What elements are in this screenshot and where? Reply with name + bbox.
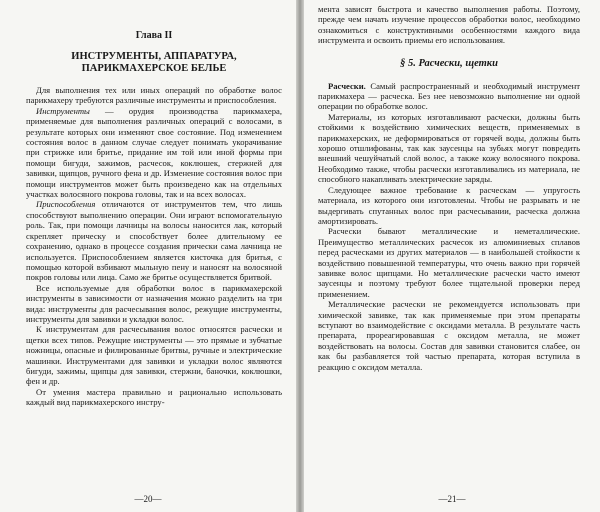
paragraph-devices-text: отличаются от инструментов тем, что лишь способствуют выполнению операции. Они играют вспомогательную роль. Так, при помощи лачницы на волосы наносится лак, который скрепляет прическу и способствует более длительному ее сохранению, однако в процессе создания прически сама лачница не используется. Приспособлением является кисточка для бритья, с помощью которой взбивают мыльную пену и наносят на волосяной покров головы или лица. Само же бритье осуществляется бритвой. [26,199,282,283]
right-page [304,0,600,512]
paragraph-chemical-perm: Металлические расчески не рекомендуется использовать при химической завивке, так как применяемые при этом препараты вступают во взаимодействие с оксидами металла. В результате часть препарата, прореагировавшая с оксидом металла, не может воздействовать на волосы. Состав для завивки становится слабее, он как бы разбавляется той частью препарата, которая вступила в реакцию с оксидом металла. [318,299,580,372]
paragraph-continued: мента зависят быстрота и качество выполнения работы. Поэтому, прежде чем начать изучение процессов обработки волос, необходимо ознакомиться с конструктивными особенностями каждого вида инструмента и освоить приемы его использования. [318,4,580,46]
paragraph-instruments [26,106,282,200]
chapter-title [26,51,282,75]
paragraph-tool-types: Все используемые для обработки волос в парикмахерской инструменты в зависимости от назначения можно разделить на три вида: инструменты для расчесывания волос, режущие инструменты, инструменты для завивки и укладки волос. [26,282,282,324]
page-number-left: —20— [134,494,162,504]
paragraph-combs-text: Самый распространенный и необходимый инструмент парикмахера — расческа. Без нее невозможно выполнение ни одной операции по обработке волос. [318,80,580,112]
paragraph-combs [318,81,580,112]
right-page-text [318,4,580,372]
paragraph-devices [26,199,282,282]
chapter-title-line-1: ИНСТРУМЕНТЫ, АППАРАТУРА, [71,51,237,62]
paragraph-elasticity: Следующее важное требование к расческам — упругость материала, из которого они изготовлены. Чтобы не разрывать и не выдергивать спутанных волос при расчесывании, расческа должна амортизировать. [318,184,580,226]
book-gutter [296,0,304,512]
chapter-title-line-2: ПАРИКМАХЕРСКОЕ БЕЛЬЕ [81,63,227,74]
paragraph-intro: Для выполнения тех или иных операций по обработке волос парикмахеру требуются различные инструменты и приспособления. [26,85,282,106]
paragraph-metal-combs: Расчески бывают металлические и неметаллические. Преимущество металлических расчесок из алюминиевых сплавов перед расческами из других материалов — в наибольшей стойкости к воздействию повышенной температуры, что очень важно при горячей завивке волос щипцами. Но металлические расчески часто имеют заусенцы и поэтому требуют более тщательной проверки перед применением. [318,226,580,299]
term-devices: Приспособления [36,199,96,210]
paragraph-instruments-text: — орудия производства парикмахера, применяемые для выполнения различных операций с волосами, в результате которых они изменяют свое состояние. Под изменением состояния волос в данном случае следует понимать укорачивание при стрижке или бритье, придание им той или иной формы при помощи бигуди, зажимов, расчесок, коклюшек, стержней для завивки, щипцов, ручного фена и др. Изменение состояния волос при помощи инструментов может быть произведено как на отдельных участках волосяного покрова головы, так и на всех волосах. [26,105,282,200]
paragraph-materials: Материалы, из которых изготавливают расчески, должны быть стойкими к воздействию химических веществ, применяемых в парикмахерских, не деформироваться от горячей воды, должны быть хорошо отшлифованы, так как заусенцы на зубьях могут повредить внешний чешуйчатый слой волос, а также кожу волосяного покрова. Необходимо также, чтобы расчески изготавливались из материала, не способного накапливать электрические заряды. [318,111,580,185]
term-combs: Расчески. [328,80,366,91]
page-number-right: —21— [438,494,466,504]
section-title: § 5. Расчески, щетки [400,57,498,69]
term-instruments: Инструменты [36,105,90,116]
paragraph-skill: От умения мастера правильно и рационально использовать каждый вид парикмахерского инстру- [26,386,282,408]
paragraph-combing-tools: К инструментам для расчесывания волос относятся расчески и щетки всех типов. Режущие инструменты — это прямые и зубчатые ножницы, опасные и филированные бритвы, ручные и электрические машинки. Инструментами для завивки и укладки волос являются бигуди, зажимы, щипцы для завивки, стержни, баночки, коклюшки, фен и др. [26,324,282,387]
left-page [0,0,296,512]
chapter-label: Глава II [135,30,173,41]
left-page-text [26,20,282,408]
